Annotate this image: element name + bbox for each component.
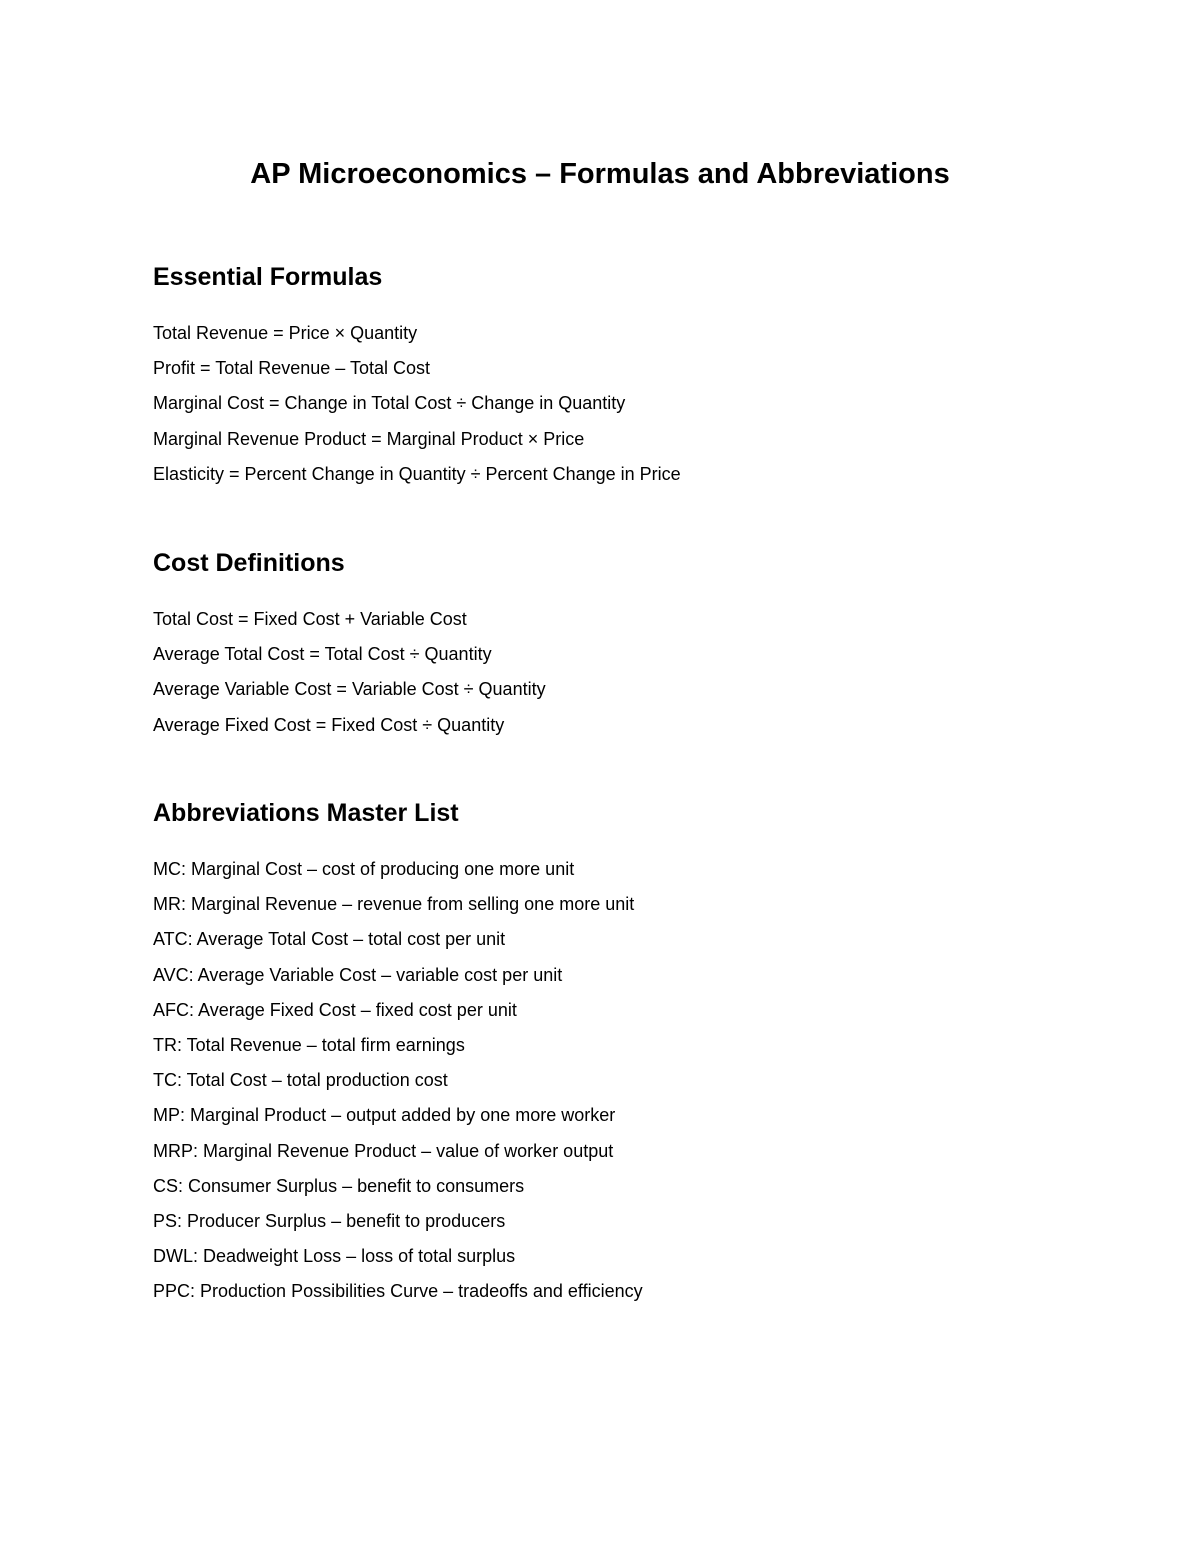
- abbreviation-line: CS: Consumer Surplus – benefit to consumers: [153, 1175, 525, 1196]
- section-heading-abbreviations: Abbreviations Master List: [153, 799, 459, 827]
- abbreviation-line: DWL: Deadweight Loss – loss of total surplus: [153, 1246, 516, 1267]
- cost-definition-line: Total Cost = Fixed Cost + Variable Cost: [153, 609, 467, 629]
- abbreviation-line: AVC: Average Variable Cost – variable cost per unit: [153, 964, 563, 985]
- abbreviation-line: MR: Marginal Revenue – revenue from selling one more unit: [153, 894, 635, 915]
- cost-definition-line: Average Variable Cost = Variable Cost ÷ Quantity: [153, 679, 546, 700]
- abbreviation-line: ATC: Average Total Cost – total cost per unit: [153, 929, 506, 950]
- formula-line: Profit = Total Revenue – Total Cost: [153, 358, 430, 379]
- formula-line: Marginal Cost = Change in Total Cost ÷ Change in Quantity: [153, 393, 626, 414]
- abbreviations-list: [153, 852, 1153, 1309]
- essential-formulas-list: [153, 316, 1153, 492]
- section-heading-essential-formulas: Essential Formulas: [153, 263, 383, 291]
- page-title: AP Microeconomics – Formulas and Abbreviations: [250, 158, 950, 190]
- formula-line: Marginal Revenue Product = Marginal Product × Price: [153, 428, 585, 449]
- cost-definition-line: Average Fixed Cost = Fixed Cost ÷ Quantity: [153, 714, 505, 735]
- abbreviation-line: PS: Producer Surplus – benefit to producers: [153, 1210, 506, 1231]
- abbreviation-line: MRP: Marginal Revenue Product – value of worker output: [153, 1140, 614, 1161]
- abbreviation-line: PPC: Production Possibilities Curve – tradeoffs and efficiency: [153, 1281, 643, 1302]
- abbreviation-line: AFC: Average Fixed Cost – fixed cost per unit: [153, 999, 517, 1020]
- cost-definition-line: Average Total Cost = Total Cost ÷ Quantity: [153, 644, 492, 665]
- section-cost-definitions: [153, 548, 1153, 743]
- section-abbreviations-master-list: [153, 798, 1153, 1309]
- cost-definitions-list: [153, 602, 1153, 743]
- formula-line: Total Revenue = Price × Quantity: [153, 323, 418, 343]
- formula-line: Elasticity = Percent Change in Quantity ÷ Percent Change in Price: [153, 463, 681, 484]
- abbreviation-line: TR: Total Revenue – total firm earnings: [153, 1034, 465, 1055]
- abbreviation-line: MC: Marginal Cost – cost of producing one more unit: [153, 859, 575, 879]
- section-heading-cost-definitions: Cost Definitions: [153, 549, 345, 577]
- abbreviation-line: MP: Marginal Product – output added by one more worker: [153, 1105, 616, 1126]
- abbreviation-line: TC: Total Cost – total production cost: [153, 1070, 448, 1091]
- section-essential-formulas: [153, 262, 1153, 492]
